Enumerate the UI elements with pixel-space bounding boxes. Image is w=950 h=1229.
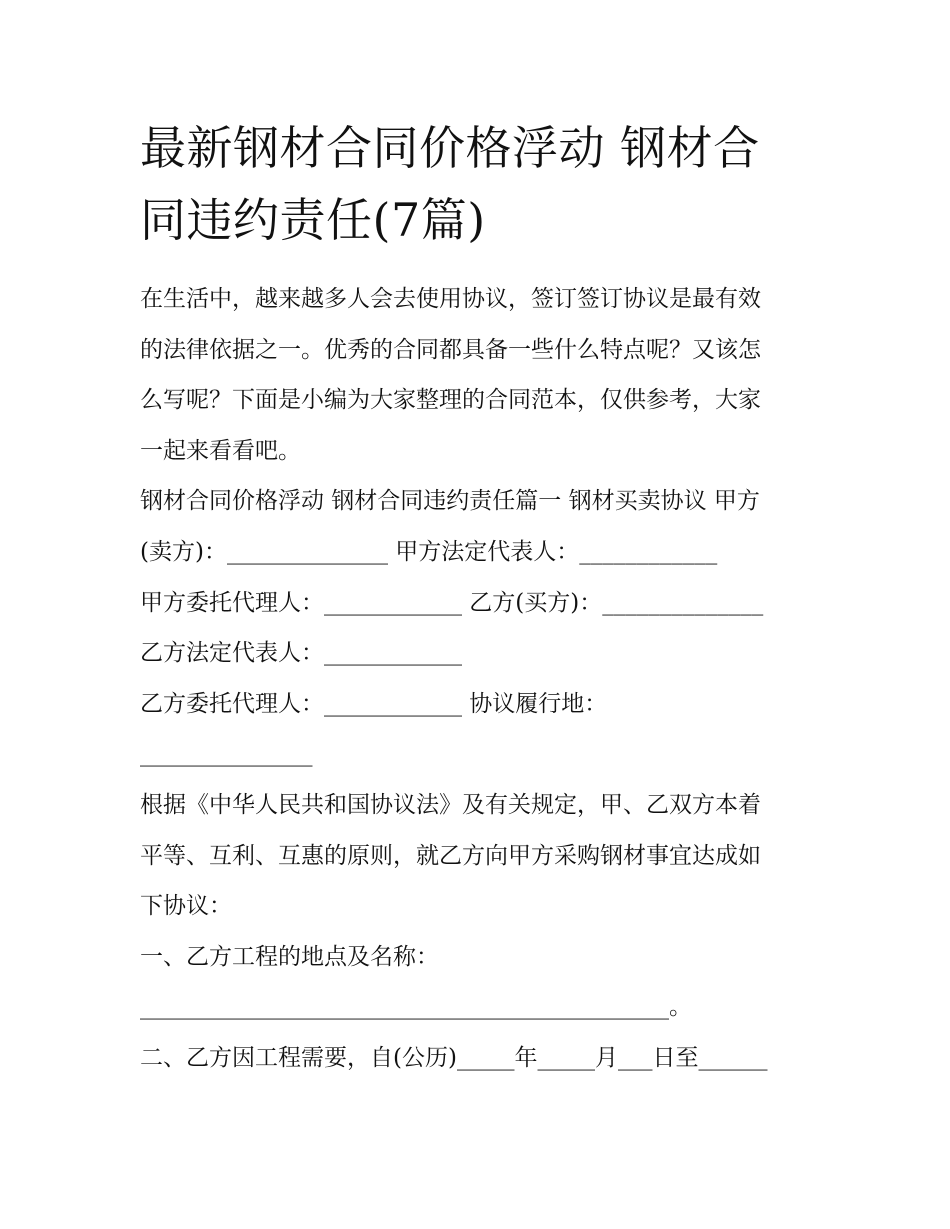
clause-1 bbox=[140, 932, 812, 1033]
text-line: 在生活中，越来越多人会去使用协议，签订签订协议是最有效 bbox=[140, 286, 761, 312]
text-line: 平等、互利、互惠的原则，就乙方向甲方采购钢材事宜达成如 bbox=[140, 842, 761, 869]
title-line: 最新钢材合同价格浮动 钢材合 bbox=[140, 121, 760, 175]
text-line: (卖方)：______________ 甲方法定代表人：____________ bbox=[140, 538, 718, 565]
text-line: 的法律依据之一。优秀的合同都具备一些什么特点呢？又该怎 bbox=[140, 336, 761, 363]
basis-paragraph bbox=[140, 780, 812, 932]
text-line: 甲方委托代理人：____________ 乙方(买方)：______________ bbox=[140, 589, 764, 616]
parties-paragraph bbox=[140, 476, 812, 780]
text-line: 钢材合同价格浮动 钢材合同违约责任篇一 钢材买卖协议 甲方 bbox=[140, 488, 760, 515]
title-line: 同违约责任(7篇) bbox=[140, 193, 486, 247]
document-body bbox=[140, 274, 812, 1084]
text-line: _______________ bbox=[140, 741, 313, 768]
text-line: 二、乙方因工程需要，自(公历)_____年_____月___日至______ bbox=[140, 1044, 768, 1071]
text-line: 一、乙方工程的地点及名称： bbox=[140, 943, 439, 970]
text-line: 根据《中华人民共和国协议法》及有关规定，甲、乙双方本着 bbox=[140, 791, 761, 818]
clause-2 bbox=[140, 1033, 812, 1084]
text-line: 下协议： bbox=[140, 893, 232, 920]
intro-paragraph bbox=[140, 274, 812, 476]
document-page bbox=[140, 0, 812, 1084]
text-line: ______________________________________________。 bbox=[140, 994, 692, 1021]
text-line: 么写呢？下面是小编为大家整理的合同范本，仅供参考，大家 bbox=[140, 387, 761, 414]
document-title bbox=[140, 0, 812, 256]
text-line: 乙方法定代表人：____________ bbox=[140, 640, 462, 667]
text-line: 乙方委托代理人：____________ 协议履行地： bbox=[140, 690, 608, 717]
text-line: 一起来看看吧。 bbox=[140, 437, 301, 464]
